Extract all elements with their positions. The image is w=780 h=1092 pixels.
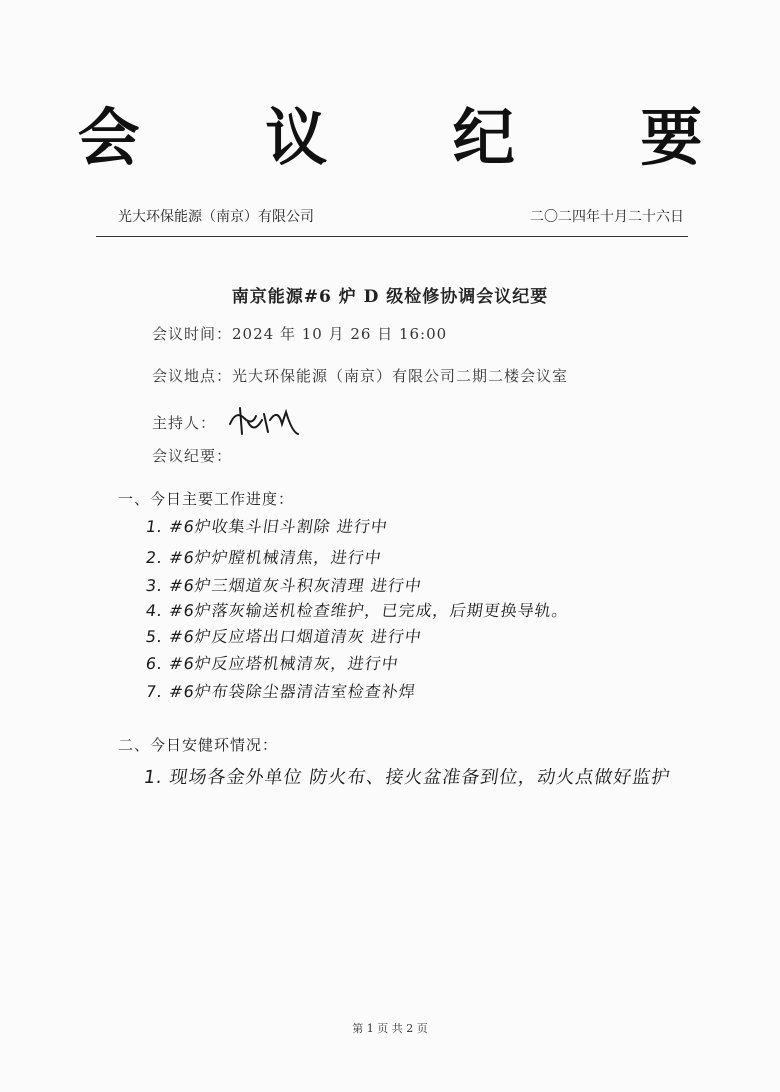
header-row bbox=[118, 206, 684, 226]
meeting-host bbox=[152, 404, 306, 444]
meeting-place-value: 光大环保能源（南京）有限公司二期二楼会议室 bbox=[232, 367, 569, 385]
meeting-time bbox=[152, 323, 447, 344]
page-number: 第 1 页 共 2 页 bbox=[352, 1022, 428, 1035]
meeting-place-label: 会议地点： bbox=[152, 367, 233, 385]
meeting-place bbox=[152, 365, 568, 386]
safety-heading: 二、今日安健环情况： bbox=[118, 736, 279, 754]
progress-heading: 一、今日主要工作进度： bbox=[118, 490, 295, 508]
document-date: 二〇二四年十月二十六日 bbox=[530, 209, 684, 225]
document-title: 会 议 纪 要 bbox=[77, 101, 755, 174]
meeting-time-value: 2024 年 10 月 26 日 16:00 bbox=[232, 325, 448, 343]
meeting-minutes-label: 会议纪要： bbox=[152, 447, 233, 465]
safety-item: 1. 现场各金外单位 防火布、接火盆准备到位，动火点做好监护 bbox=[142, 767, 672, 788]
progress-item: 3. #6炉三烟道灰斗积灰清理 进行中 bbox=[144, 576, 424, 595]
progress-item: 1. #6炉收集斗旧斗割除 进行中 bbox=[144, 517, 390, 536]
meeting-host-label: 主持人： bbox=[152, 414, 217, 432]
meeting-time-label: 会议时间： bbox=[152, 325, 233, 343]
progress-item: 2. #6炉炉膛机械清焦，进行中 bbox=[144, 548, 384, 567]
progress-item: 6. #6炉反应塔机械清灰，进行中 bbox=[144, 654, 401, 673]
header-divider bbox=[96, 236, 688, 237]
organization-name: 光大环保能源（南京）有限公司 bbox=[118, 209, 314, 225]
progress-item: 7. #6炉布袋除尘器清洁室检查补焊 bbox=[144, 682, 418, 701]
progress-item: 5. #6炉反应塔出口烟道清灰 进行中 bbox=[144, 627, 424, 646]
meeting-subject: 南京能源#6 炉 D 级检修协调会议纪要 bbox=[231, 287, 549, 307]
host-signature bbox=[226, 404, 306, 444]
progress-item: 4. #6炉落灰输送机检查维护，已完成，后期更换导轨。 bbox=[144, 601, 571, 620]
